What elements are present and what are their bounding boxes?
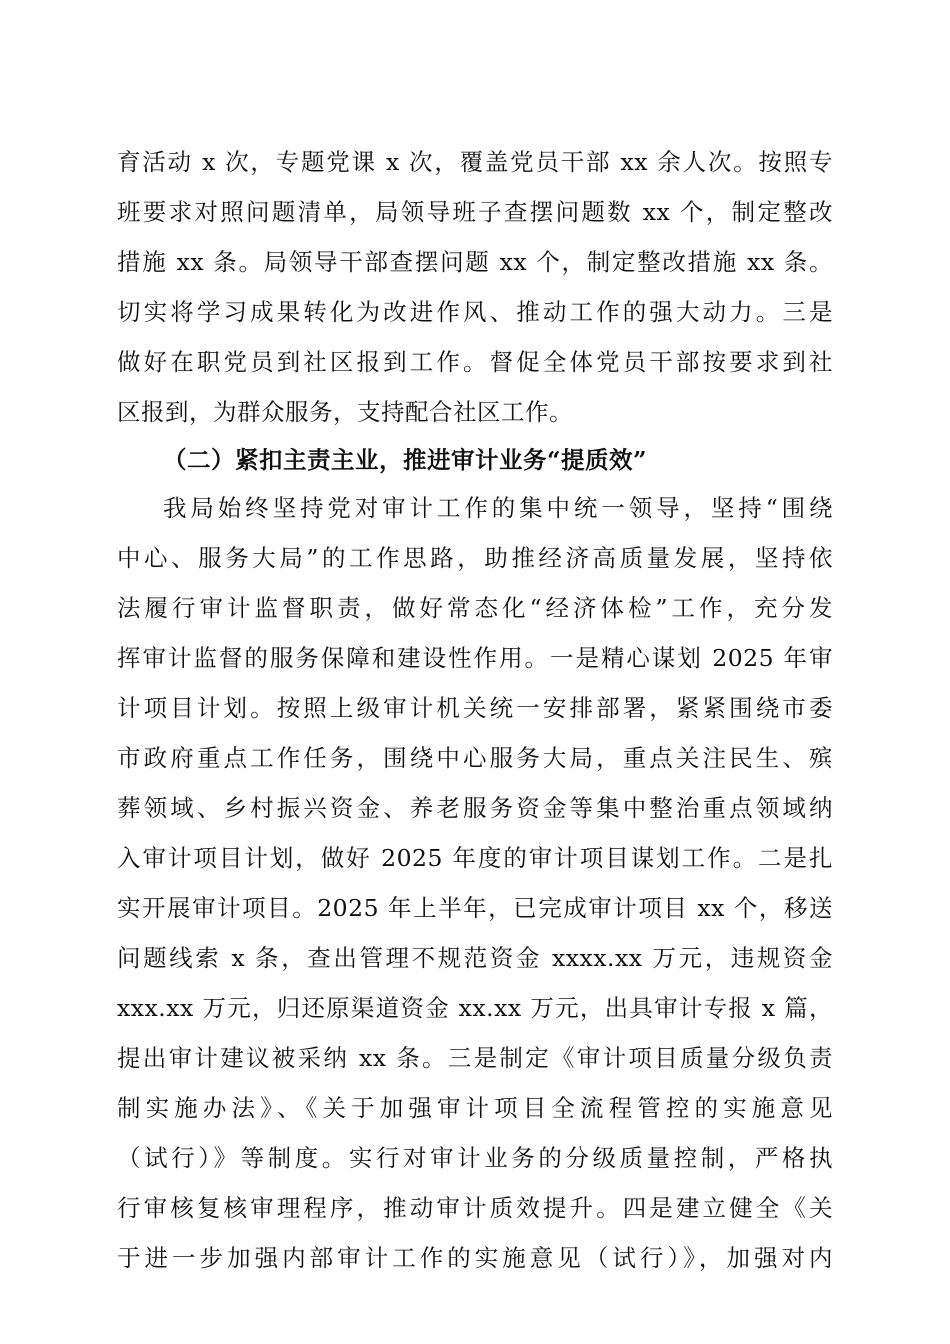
paragraph-line: xxx.xx 万元，归还原渠道资金 xx.xx 万元，出具审计专报 x 篇， <box>117 994 833 1022</box>
paragraph-line: 措施 xx 条。局领导干部查摆问题 xx 个，制定整改措施 xx 条。 <box>117 248 833 276</box>
paragraph-line: 于进一步加强内部审计工作的实施意见（试行）》，加强对内 <box>117 1244 833 1272</box>
paragraph-line: 做好在职党员到社区报到工作。督促全体党员干部按要求到社 <box>117 348 833 376</box>
paragraph-line: 葬领域、乡村振兴资金、养老服务资金等集中整治重点领域纳 <box>117 794 833 822</box>
paragraph-line: 实开展审计项目。2025 年上半年，已完成审计项目 xx 个，移送 <box>117 894 833 922</box>
paragraph-line: 切实将学习成果转化为改进作风、推动工作的强大动力。三是 <box>117 298 833 326</box>
paragraph-line: 班要求对照问题清单，局领导班子查摆问题数 xx 个，制定整改 <box>117 198 833 226</box>
paragraph-line: 我局始终坚持党对审计工作的集中统一领导，坚持“围绕 <box>163 494 833 522</box>
paragraph-line: 区报到，为群众服务，支持配合社区工作。 <box>117 398 573 426</box>
paragraph-line: 中心、服务大局”的工作思路，助推经济高质量发展，坚持依 <box>117 544 833 572</box>
paragraph-line: 行审核复核审理程序，推动审计质效提升。四是建立健全《关 <box>117 1194 833 1222</box>
paragraph-line: 法履行审计监督职责，做好常态化“经济体检”工作，充分发 <box>117 594 833 622</box>
paragraph-line: （试行）》等制度。实行对审计业务的分级质量控制，严格执 <box>117 1144 833 1172</box>
paragraph-line: 制实施办法》、《关于加强审计项目全流程管控的实施意见 <box>117 1094 833 1122</box>
paragraph-line: 问题线索 x 条，查出管理不规范资金 xxxx.xx 万元，违规资金 <box>117 944 833 972</box>
section-heading: （二）紧扣主责主业，推进审计业务“提质效” <box>163 446 648 474</box>
paragraph-line: 挥审计监督的服务保障和建设性作用。一是精心谋划 2025 年审 <box>117 644 833 672</box>
paragraph-line: 育活动 x 次，专题党课 x 次，覆盖党员干部 xx 余人次。按照专 <box>117 148 833 176</box>
paragraph-line: 提出审计建议被采纳 xx 条。三是制定《审计项目质量分级负责 <box>117 1044 833 1072</box>
paragraph-line: 市政府重点工作任务，围绕中心服务大局，重点关注民生、殡 <box>117 744 833 772</box>
paragraph-line: 计项目计划。按照上级审计机关统一安排部署，紧紧围绕市委 <box>117 694 833 722</box>
paragraph-line: 入审计项目计划，做好 2025 年度的审计项目谋划工作。二是扎 <box>117 844 833 872</box>
